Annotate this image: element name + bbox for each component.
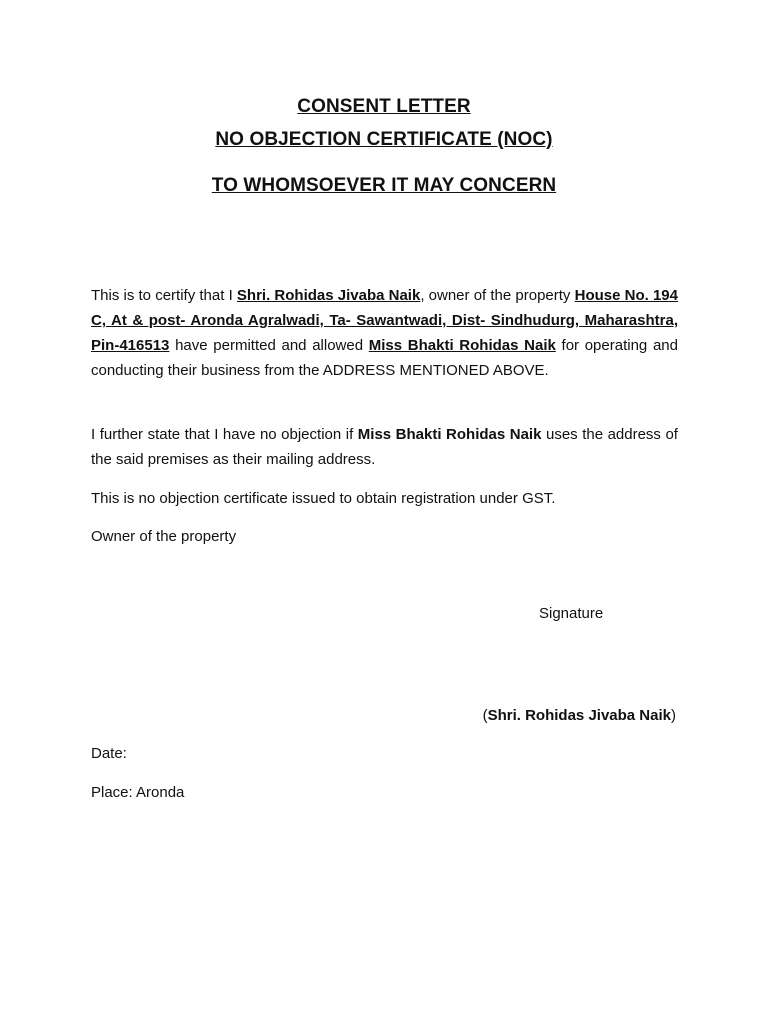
signer-name-line (483, 703, 676, 728)
signer-name: Shri. Rohidas Jivaba Naik (487, 707, 671, 724)
date-label: Date: (91, 745, 127, 762)
signer-open-paren: ( (482, 707, 488, 724)
para1-intro: This is to certify that I (91, 287, 237, 304)
para1-mid1: , owner of the property (420, 287, 575, 304)
place-label: Place: Aronda (91, 784, 185, 801)
para1-mid2: have permitted and allowed (169, 337, 369, 354)
certification-paragraph (91, 283, 678, 383)
no-objection-paragraph (91, 422, 678, 472)
signer-close-paren: ) (671, 707, 676, 724)
permittee-name-bold: Miss Bhakti Rohidas Naik (357, 426, 542, 443)
gst-purpose-paragraph: This is no objection certificate issued to obtain registration under GST. (91, 490, 556, 507)
para1-end: for operating and conducting their business from the ADDRESS MENTIONED ABOVE. (91, 337, 678, 379)
title-noc: NO OBJECTION CERTIFICATE (NOC) (215, 129, 553, 150)
property-address: House No. 194 C, At & post- Aronda Agralwadi, Ta- Sawantwadi, Dist- Sindhudurg, Maharashtra, Pin-416513 (91, 287, 678, 354)
signature-label: Signature (539, 605, 604, 622)
permittee-name: Miss Bhakti Rohidas Naik (368, 337, 556, 354)
owner-name: Shri. Rohidas Jivaba Naik (236, 287, 421, 304)
title-to-whomsoever: TO WHOMSOEVER IT MAY CONCERN (211, 175, 557, 196)
para2-intro: I further state that I have no objection if (91, 426, 358, 443)
owner-of-property-label: Owner of the property (91, 528, 237, 545)
para2-end: uses the address of the said premises as their mailing address. (91, 426, 678, 468)
title-consent-letter: CONSENT LETTER (297, 96, 471, 117)
